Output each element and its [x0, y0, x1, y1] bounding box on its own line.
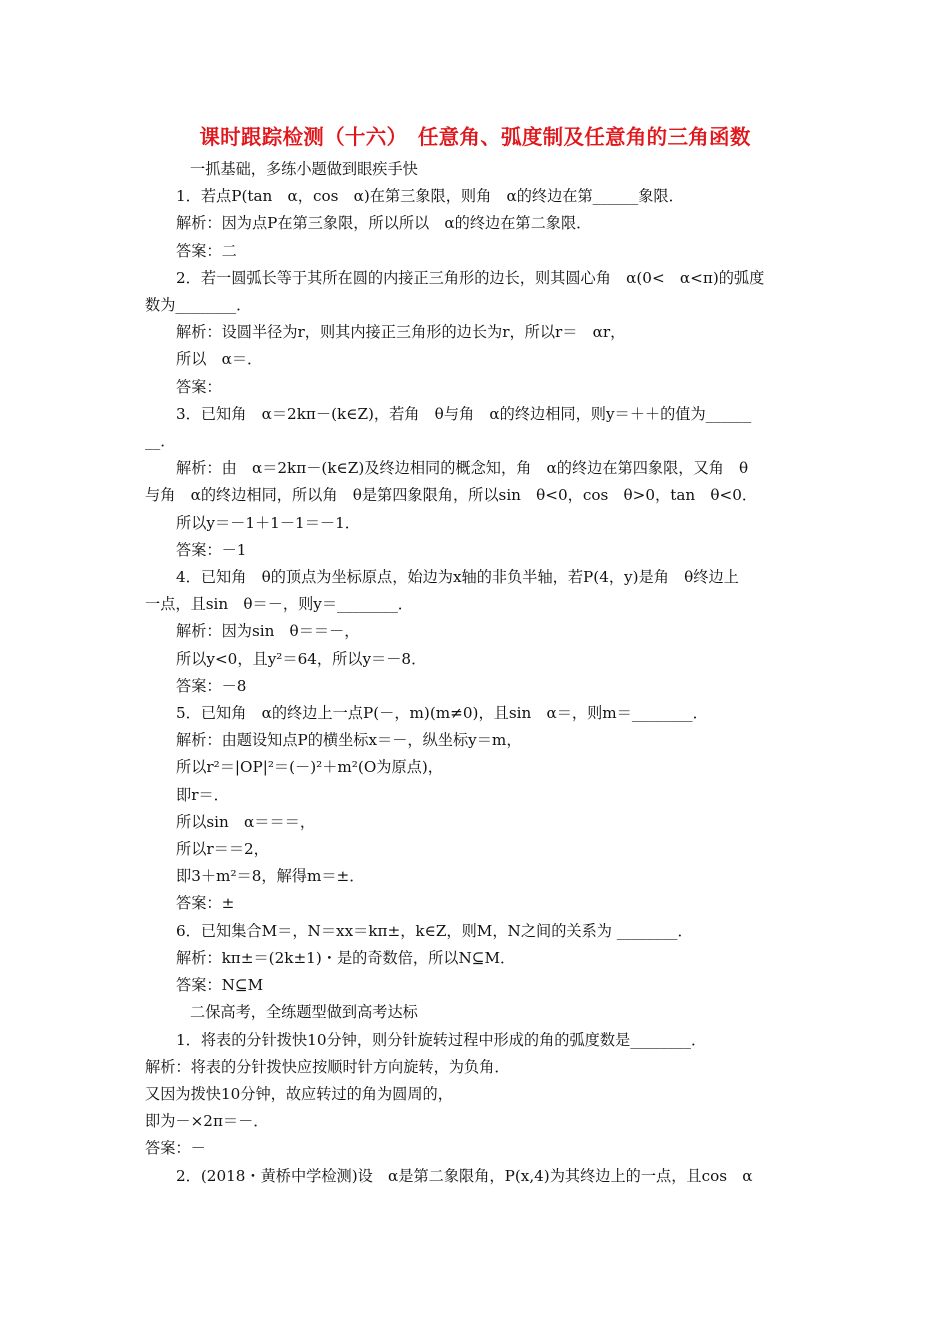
question-line: 4．已知角 θ的顶点为坐标原点，始边为x轴的非负半轴，若P(4，y)是角 θ终边上: [176, 568, 739, 587]
question-line: __．: [145, 432, 176, 451]
solution-line: 所以r＝＝2，: [176, 840, 269, 859]
question-line: 3．已知角 α＝2kπ－(k∈Z)，若角 θ与角 α的终边相同，则y＝＋＋的值为______: [176, 404, 752, 423]
question-line: 1．若点P(tan α，cos α)在第三象限，则角 α的终边在第______象限．: [176, 187, 684, 206]
document-body: [145, 156, 807, 1190]
solution-line: 所以y＝－1＋1－1＝－1．: [176, 513, 360, 532]
solution-line: 解析：由题设知点P的横坐标x＝－，纵坐标y＝m，: [176, 731, 522, 750]
question-line: 2．(2018・黄桥中学检测)设 α是第二象限角，P(x,4)为其终边上的一点，且cos α: [176, 1166, 753, 1185]
solution-line: 解析：设圆半径为r，则其内接正三角形的边长为r，所以r＝ αr，: [176, 323, 626, 342]
question-line: 数为________．: [145, 296, 252, 315]
solution-line: 解析：将表的分针拨快应按顺时针方向旋转，为负角．: [145, 1057, 510, 1076]
solution-line: 即r＝．: [176, 785, 229, 804]
question-line: 2．若一圆弧长等于其所在圆的内接正三角形的边长，则其圆心角 α(0< α<π)的弧度: [176, 268, 765, 287]
solution-line: 解析：因为sin θ＝＝－，: [176, 622, 360, 641]
question-line: 5．已知角 α的终边上一点P(－，m)(m≠0)，且sin α＝，则m＝________．: [176, 704, 708, 723]
solution-line: 所以sin α＝＝＝，: [176, 812, 316, 831]
answer-line: 答案：±: [176, 894, 235, 913]
question-line: 一点，且sin θ＝－，则y＝________．: [145, 595, 413, 614]
section-heading: 一抓基础，多练小题做到眼疾手快: [190, 160, 418, 178]
answer-line: 答案：－8: [176, 676, 247, 695]
solution-line: 所以r²＝|OP|²＝(－)²＋m²(O为原点)，: [176, 758, 443, 777]
solution-line: 即为－×2π＝－．: [145, 1112, 269, 1131]
solution-line: 所以 α＝．: [176, 350, 263, 369]
question-line: 1．将表的分针拨快10分钟，则分针旋转过程中形成的角的弧度数是________．: [176, 1030, 707, 1049]
question-line: 6．已知集合M＝，N＝xx＝kπ±，k∈Z，则M，N之间的关系为 ________．: [176, 921, 693, 940]
page-title: 课时跟踪检测（十六） 任意角、弧度制及任意角的三角函数: [199, 125, 751, 149]
answer-line: 答案：－1: [176, 540, 247, 559]
answer-line: 答案：－: [145, 1139, 206, 1158]
solution-line: 即3＋m²＝8，解得m＝±．: [176, 867, 365, 886]
solution-line: 与角 α的终边相同，所以角 θ是第四象限角，所以sin θ<0，cos θ>0，tan θ<0．: [145, 486, 758, 505]
solution-line: 所以y<0，且y²＝64，所以y＝－8．: [176, 649, 427, 668]
solution-line: 解析：因为点P在第三象限，所以所以 α的终边在第二象限．: [176, 214, 592, 233]
answer-line: 答案：N⊆M: [176, 976, 264, 995]
solution-line: 解析：由 α＝2kπ－(k∈Z)及终边相同的概念知，角 α的终边在第四象限，又角 θ: [176, 459, 749, 478]
answer-line: 答案：: [176, 377, 222, 396]
section-heading: 二保高考，全练题型做到高考达标: [190, 1003, 418, 1022]
solution-line: 解析：kπ±＝(2k±1)・是的奇数倍，所以N⊆M．: [176, 948, 516, 967]
solution-line: 又因为拨快10分钟，故应转过的角为圆周的，: [145, 1084, 453, 1103]
answer-line: 答案：二: [176, 241, 237, 260]
